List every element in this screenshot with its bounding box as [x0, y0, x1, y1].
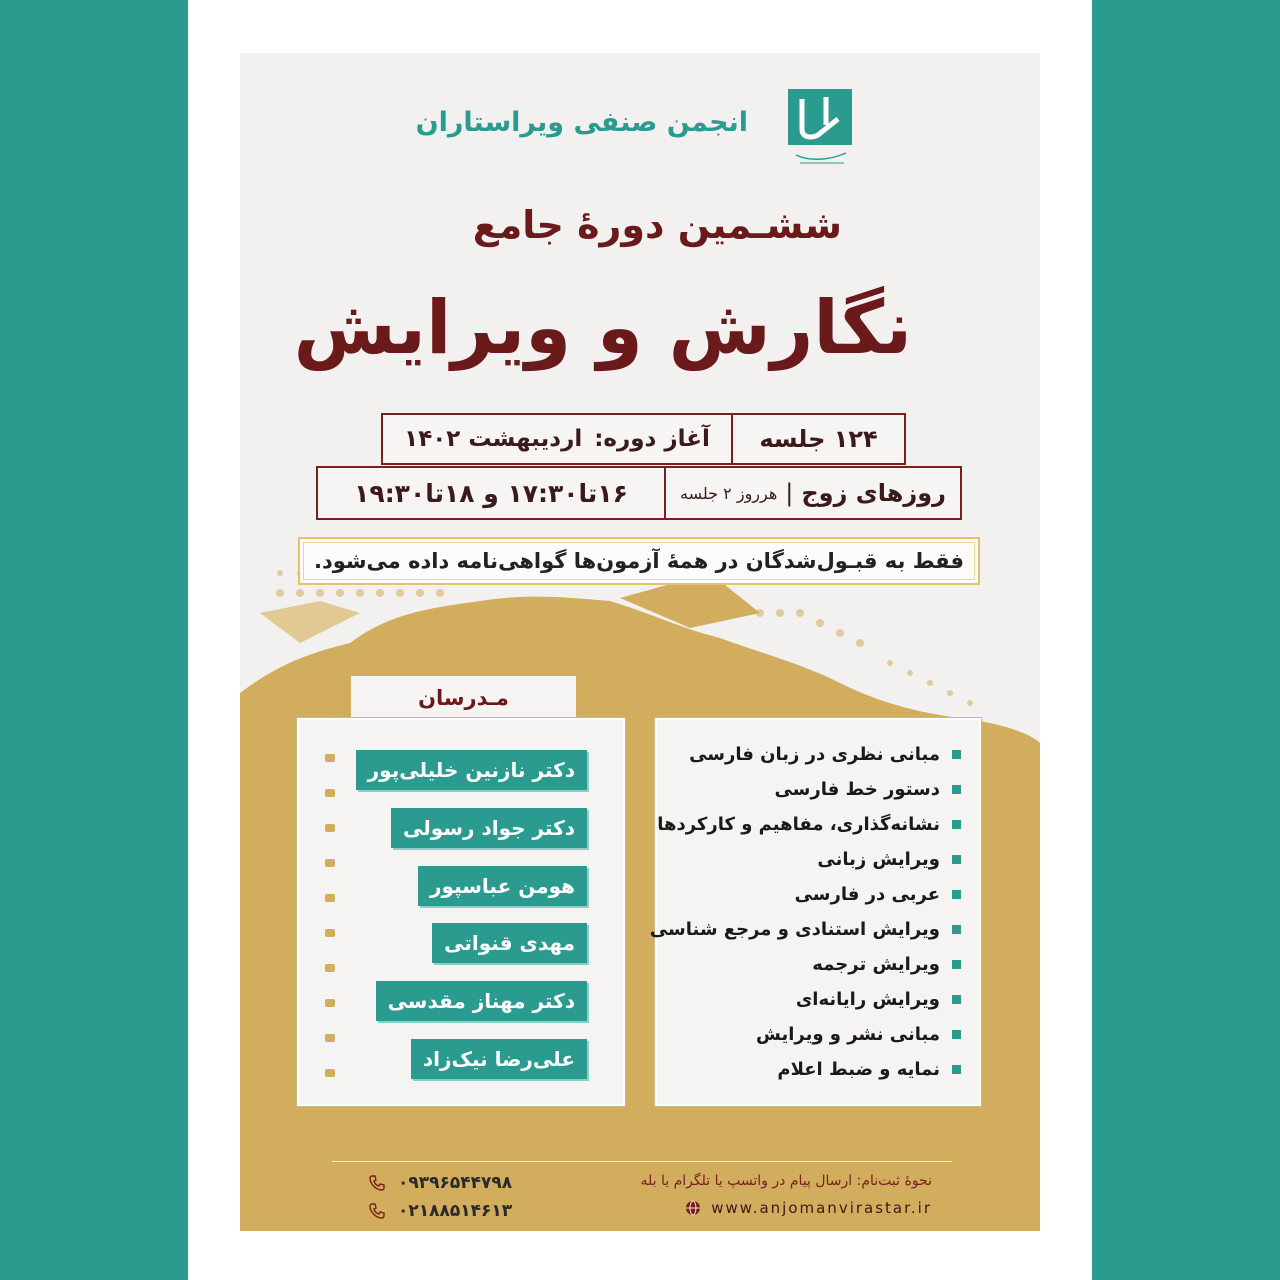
topic-bullet	[952, 785, 961, 794]
start-value: اردیبهشت ۱۴۰۲	[404, 426, 583, 452]
left-teal-border	[0, 0, 188, 1280]
topic-label: مبانی نظری در زبان فارسی	[689, 744, 940, 765]
start-label: آغاز دوره:	[594, 426, 710, 452]
days-box	[664, 466, 962, 520]
poster	[240, 53, 1040, 1231]
topic-bullet	[952, 925, 961, 934]
teacher-bullet	[325, 964, 335, 972]
topic-label: دستور خط فارسی	[774, 779, 940, 800]
phone-row-2[interactable]	[368, 1201, 512, 1221]
topic-bullet	[952, 750, 961, 759]
topic-label: نمایه و ضبط اعلام	[777, 1059, 940, 1080]
days-separator: |	[785, 479, 794, 507]
topic-item	[756, 1024, 961, 1045]
start-date-box	[381, 413, 733, 465]
teacher-bullet	[325, 894, 335, 902]
teacher-item: مهدی قنواتی	[432, 923, 587, 963]
teacher-bullet	[325, 1069, 335, 1077]
phone-number-1[interactable]: ۰۹۳۹۶۵۴۴۷۹۸	[398, 1173, 513, 1193]
teacher-bullet	[325, 929, 335, 937]
teacher-item: دکتر جواد رسولی	[391, 808, 587, 848]
phone-icon	[368, 1202, 386, 1220]
course-title: نگارش و ویرایش	[293, 285, 912, 371]
topic-item	[650, 919, 961, 940]
topic-item	[812, 954, 961, 975]
teacher-bullet	[325, 999, 335, 1007]
right-teal-border	[1092, 0, 1280, 1280]
phone-row-1[interactable]	[368, 1173, 512, 1193]
topic-item	[796, 989, 961, 1010]
teacher-item: علی‌رضا نیک‌زاد	[411, 1039, 587, 1079]
sessions-count: ۱۲۴ جلسه	[731, 413, 906, 465]
topic-bullet	[952, 855, 961, 864]
footer-divider	[332, 1161, 952, 1162]
topic-item	[817, 849, 961, 870]
teacher-bullet	[325, 789, 335, 797]
teacher-item: هومن عباسپور	[418, 866, 587, 906]
course-subtitle: ششـمین دورۀ جامع	[472, 203, 842, 247]
teacher-item: دکتر مهناز مقدسی	[376, 981, 587, 1021]
topic-bullet	[952, 960, 961, 969]
topic-label: نشانه‌گذاری، مفاهیم و کارکردها	[657, 814, 940, 835]
topic-label: مبانی نشر و ویرایش	[756, 1024, 940, 1045]
teachers-panel	[297, 718, 625, 1106]
hours-box: ۱۶تا۱۷:۳۰ و ۱۸تا۱۹:۳۰	[316, 466, 666, 520]
topic-item	[777, 1059, 961, 1080]
teacher-bullet	[325, 1034, 335, 1042]
organization-name: انجمن صنفی ویراستاران	[415, 107, 748, 138]
teachers-heading: مـدرسان	[351, 676, 576, 720]
teacher-item: دکتر نازنین خلیلی‌پور	[356, 750, 587, 790]
registration-note: نحوۀ ثبت‌نام: ارسال پیام در واتسپ یا تلگرام یا بله	[640, 1173, 932, 1189]
certificate-note: فقط به قبـول‌شدگان در همۀ آزمون‌ها گواهی‌نامه داده می‌شود.	[298, 537, 980, 585]
website-url[interactable]: www.anjomanvirastar.ir	[711, 1199, 932, 1217]
phone-number-2[interactable]: ۰۲۱۸۸۵۱۴۶۱۳	[398, 1201, 513, 1221]
topic-label: ویرایش ترجمه	[812, 954, 940, 975]
phone-icon	[368, 1174, 386, 1192]
topic-bullet	[952, 1030, 961, 1039]
website-row[interactable]	[685, 1199, 932, 1217]
topic-bullet	[952, 820, 961, 829]
topic-item	[795, 884, 961, 905]
topic-bullet	[952, 1065, 961, 1074]
teacher-bullet	[325, 859, 335, 867]
topic-label: ویرایش رایانه‌ای	[795, 989, 940, 1010]
topic-label: ویرایش زبانی	[817, 849, 940, 870]
topic-item	[689, 744, 961, 765]
per-day-sessions: هرروز ۲ جلسه	[680, 483, 778, 503]
topic-label: عربی در فارسی	[794, 884, 940, 905]
topic-bullet	[952, 995, 961, 1004]
topic-item	[657, 814, 961, 835]
topic-label: ویرایش استنادی و مرجع شناسی	[649, 919, 940, 940]
logo-icon	[788, 89, 852, 169]
teacher-bullet	[325, 824, 335, 832]
topic-bullet	[952, 890, 961, 899]
globe-icon	[685, 1200, 701, 1216]
days-label: روزهای زوج	[801, 479, 946, 507]
teacher-bullet	[325, 754, 335, 762]
topic-item	[774, 779, 961, 800]
topics-panel	[649, 718, 981, 1106]
